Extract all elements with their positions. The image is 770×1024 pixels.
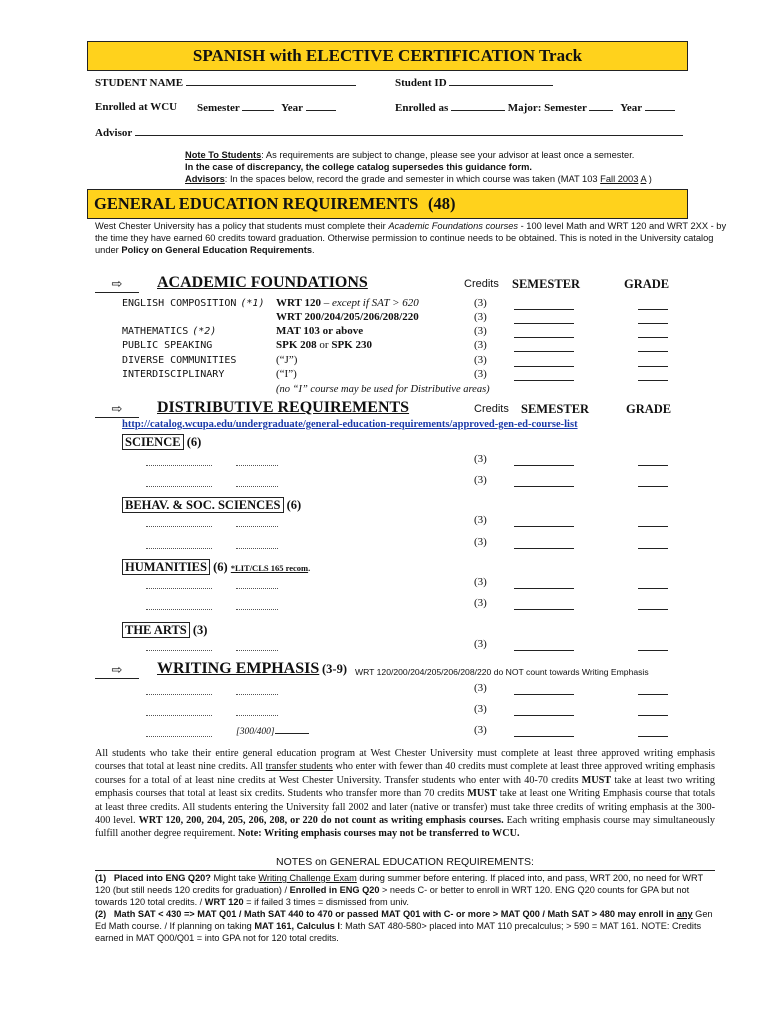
students-note-text: : As requirements are subject to change, please see your advisor at least once a semester. bbox=[261, 150, 635, 160]
semester-field[interactable] bbox=[514, 548, 574, 549]
bottom-notes-heading-wrap bbox=[95, 856, 715, 868]
para-transfer-students: transfer students bbox=[265, 761, 333, 773]
arrow-icon: ⇨ bbox=[95, 401, 139, 418]
distributive-credits: (3) bbox=[474, 597, 487, 609]
course-number-field[interactable] bbox=[146, 694, 212, 695]
semester-field[interactable] bbox=[514, 380, 574, 381]
gen-ed-credits: (48) bbox=[428, 194, 456, 213]
humanities-note: *LIT/CLS 165 recom bbox=[230, 563, 309, 573]
semester-field[interactable] bbox=[514, 465, 574, 466]
advisor-label: Advisor bbox=[95, 127, 133, 139]
writing-level-note: [300/400] bbox=[236, 727, 275, 737]
grade-field[interactable] bbox=[638, 650, 668, 651]
para-wrt-note: WRT 120, 200, 204, 205, 206, 208, or 220 do not count as writing emphasis courses. bbox=[138, 815, 504, 827]
arrow-icon: ⇨ bbox=[95, 276, 139, 293]
enrolled-at-label: Enrolled at WCU bbox=[95, 101, 178, 113]
bottom-note-2 bbox=[95, 908, 715, 944]
policy-academic-foundations: Academic Foundations courses bbox=[388, 221, 519, 231]
course-number-field[interactable] bbox=[146, 526, 212, 527]
advisors-note-label: Advisors bbox=[185, 174, 225, 184]
enrolled-as-label: Enrolled as bbox=[395, 102, 449, 114]
academic-course bbox=[276, 339, 372, 351]
grade-field[interactable] bbox=[638, 351, 668, 352]
course-title-field[interactable] bbox=[236, 694, 278, 695]
enrolled-as-field[interactable] bbox=[451, 101, 505, 111]
distributive-grade-header: GRADE bbox=[626, 402, 672, 416]
academic-course-code-alt: SPK 230 bbox=[331, 339, 372, 351]
behav-credits: (6) bbox=[286, 498, 302, 512]
academic-credits-header: Credits bbox=[464, 278, 499, 290]
grade-field[interactable] bbox=[638, 736, 668, 737]
academic-row-label bbox=[122, 298, 264, 309]
student-id-row bbox=[395, 76, 553, 89]
enrolled-as-row bbox=[395, 101, 675, 114]
grade-field[interactable] bbox=[638, 380, 668, 381]
bottom-notes-heading: NOTES on GENERAL EDUCATION REQUIREMENTS: bbox=[276, 856, 534, 868]
distributive-credits: (3) bbox=[474, 724, 487, 736]
semester-field[interactable] bbox=[514, 526, 574, 527]
academic-foundations-heading: ACADEMIC FOUNDATIONS bbox=[157, 274, 368, 291]
advisors-example-grade: A bbox=[640, 174, 647, 184]
catalog-link[interactable]: http://catalog.wcupa.edu/undergraduate/general-education-requirements/approved-gen-ed-course-list bbox=[122, 419, 578, 430]
arrow-icon: ⇨ bbox=[95, 662, 139, 679]
grade-field[interactable] bbox=[638, 609, 668, 610]
academic-course-note: or bbox=[316, 339, 332, 351]
academic-area-label: ENGLISH COMPOSITION bbox=[122, 298, 237, 309]
advisors-example-semester: Fall 2003 bbox=[600, 174, 639, 184]
semester-field[interactable] bbox=[514, 715, 574, 716]
distributive-credits: (3) bbox=[474, 703, 487, 715]
distributive-semester-header: SEMESTER bbox=[521, 402, 590, 416]
academic-course-code: (“I”) bbox=[276, 368, 297, 380]
note-2-lead: Math SAT < 430 => MAT Q01 / Math SAT 440 to 470 or passed MAT Q01 with C- or more > MAT Q00 / Math SAT > 480 may enroll in bbox=[113, 909, 677, 919]
course-title-field[interactable] bbox=[236, 526, 278, 527]
note-1-lead: Placed into ENG Q20? bbox=[113, 873, 211, 883]
course-title-field[interactable] bbox=[236, 486, 278, 487]
semester-field[interactable] bbox=[242, 101, 274, 111]
arts-label-row bbox=[122, 623, 207, 638]
grade-field[interactable] bbox=[638, 465, 668, 466]
grade-field[interactable] bbox=[638, 694, 668, 695]
course-number-field[interactable] bbox=[146, 588, 212, 589]
para-must-1: MUST bbox=[581, 774, 612, 786]
grade-field[interactable] bbox=[638, 588, 668, 589]
para-transfer-note: Note: Writing emphasis courses may not be transferred to WCU. bbox=[237, 828, 520, 840]
academic-area-footnote-ref: (*2) bbox=[192, 326, 217, 337]
student-id-field[interactable] bbox=[449, 76, 553, 86]
para-text-1: All students who take their entire general education program at West Chester University must complete at least three approved writing emphasis courses that total at least nine credits. All bbox=[95, 748, 715, 773]
note-1-enrolled: Enrolled in ENG Q20 bbox=[289, 885, 380, 895]
academic-course bbox=[276, 311, 419, 323]
arts-label: THE ARTS bbox=[122, 622, 190, 638]
academic-credits: (3) bbox=[474, 297, 487, 309]
para-text-4: take at least one Writing Emphasis course that totals at least three credits. All students entering the University fall 2002 and later (native or transfer) must take three credits of writing emphasis at the 300-400 level. bbox=[95, 788, 716, 827]
course-title-field[interactable] bbox=[236, 588, 278, 589]
course-title-field[interactable] bbox=[236, 609, 278, 610]
grade-field[interactable] bbox=[638, 526, 668, 527]
semester-field[interactable] bbox=[514, 323, 574, 324]
academic-credits: (3) bbox=[474, 325, 487, 337]
note-1-text-e: > needs C- or better to enroll in WRT 120. ENG Q20 counts for GPA but not towards 120 total credits. / bbox=[95, 885, 690, 907]
gen-ed-banner bbox=[87, 189, 688, 219]
distributive-credits: (3) bbox=[474, 536, 487, 548]
note-1-wrt120: WRT 120 bbox=[204, 897, 244, 907]
note-2-calculus: MAT 161, Calculus I bbox=[254, 921, 340, 931]
policy-line-3: under bbox=[95, 245, 122, 255]
humanities-note-end: . bbox=[308, 563, 311, 573]
grade-field[interactable] bbox=[638, 548, 668, 549]
academic-course-code: WRT 120 bbox=[276, 297, 321, 309]
advisors-note-text: : In the spaces below, record the grade and semester in which course was taken (MAT 103 bbox=[224, 174, 598, 184]
distributive-heading: DISTRIBUTIVE REQUIREMENTS bbox=[157, 399, 410, 416]
distributive-credits: (3) bbox=[474, 474, 487, 486]
policy-text-cont: - 100 level Math and WRT 120 and WRT 2XX - by bbox=[518, 221, 727, 231]
academic-credits: (3) bbox=[474, 311, 487, 323]
notes-divider bbox=[95, 870, 715, 871]
academic-row-label bbox=[122, 340, 216, 351]
semester-field[interactable] bbox=[514, 337, 574, 338]
academic-row-label bbox=[122, 369, 228, 380]
grade-field[interactable] bbox=[638, 309, 668, 310]
writing-emphasis-paragraph bbox=[95, 747, 715, 841]
note-1-text-g: = if failed 3 times = dismissed from univ. bbox=[243, 897, 409, 907]
behav-label-row bbox=[122, 498, 301, 513]
distributive-credits: (3) bbox=[474, 638, 487, 650]
academic-row-label bbox=[122, 355, 240, 366]
academic-grade-header: GRADE bbox=[624, 277, 670, 291]
course-number-field[interactable] bbox=[146, 609, 212, 610]
academic-course bbox=[276, 297, 419, 309]
gen-ed-heading: GENERAL EDUCATION REQUIREMENTS bbox=[94, 194, 419, 213]
science-label-row bbox=[122, 435, 201, 450]
academic-area-footnote-ref: (*1) bbox=[240, 298, 265, 309]
note-1-challenge-exam: Writing Challenge Exam bbox=[258, 873, 357, 883]
student-name-row bbox=[95, 76, 356, 89]
year-label: Year bbox=[281, 102, 303, 114]
academic-course-code: SPK 208 bbox=[276, 339, 317, 351]
semester-field[interactable] bbox=[514, 609, 574, 610]
semester-field[interactable] bbox=[514, 588, 574, 589]
distributive-credits: (3) bbox=[474, 682, 487, 694]
semester-field[interactable] bbox=[514, 486, 574, 487]
semester-field[interactable] bbox=[514, 650, 574, 651]
para-text-5: Each writing emphasis course may simultaneously fulfill another degree requirement. bbox=[95, 815, 715, 840]
note-2-number: (2) bbox=[95, 909, 107, 919]
academic-credits: (3) bbox=[474, 354, 487, 366]
semester-field[interactable] bbox=[514, 736, 574, 737]
distributive-credits: (3) bbox=[474, 514, 487, 526]
student-id-label: Student ID bbox=[395, 77, 447, 89]
note-1-text-c: during summer before entering. If placed into, and pass, WRT 200, no need for WRT 120 (but still needs 120 credits for graduation) / bbox=[95, 873, 703, 895]
note-1-text-a: Might take bbox=[210, 873, 259, 883]
grade-field[interactable] bbox=[638, 366, 668, 367]
major-semester-label: Major: Semester bbox=[507, 102, 587, 114]
advisor-row bbox=[95, 126, 683, 139]
course-title-field[interactable] bbox=[236, 715, 278, 716]
gen-ed-policy bbox=[95, 220, 726, 256]
year2-field[interactable] bbox=[645, 101, 675, 111]
grade-field[interactable] bbox=[638, 323, 668, 324]
academic-course bbox=[276, 325, 363, 337]
writing-level-field[interactable] bbox=[275, 725, 309, 734]
title-banner bbox=[87, 41, 688, 71]
year-field[interactable] bbox=[306, 101, 336, 111]
course-number-field[interactable] bbox=[146, 715, 212, 716]
academic-area-label: PUBLIC SPEAKING bbox=[122, 340, 213, 351]
academic-row-label bbox=[122, 326, 216, 337]
distributive-credits-header: Credits bbox=[474, 403, 509, 415]
humanities-label: HUMANITIES bbox=[122, 559, 210, 575]
policy-link-text: Policy on General Education Requirements bbox=[121, 245, 313, 255]
grade-field[interactable] bbox=[638, 486, 668, 487]
note-2-any: any bbox=[676, 909, 693, 919]
academic-credits: (3) bbox=[474, 339, 487, 351]
course-number-field[interactable] bbox=[146, 465, 212, 466]
semester-field[interactable] bbox=[514, 351, 574, 352]
students-note-label: Note To Students bbox=[185, 150, 262, 160]
year2-label: Year bbox=[620, 102, 642, 114]
science-label: SCIENCE bbox=[122, 434, 184, 450]
course-title-field[interactable] bbox=[236, 548, 278, 549]
advisors-note-end: ) bbox=[648, 174, 652, 184]
arts-credits: (3) bbox=[192, 623, 208, 637]
writing-emphasis-note: WRT 120/200/204/205/206/208/220 do NOT count towards Writing Emphasis bbox=[355, 667, 649, 677]
distributive-credits: (3) bbox=[474, 453, 487, 465]
para-text-2: who enter with fewer than 40 credits must complete at least three approved writing emphasis courses for a total of at least nine credits at West Chester University. Transfer students who enter with 40-70 credits bbox=[95, 761, 715, 786]
policy-text: West Chester University has a policy that students must complete their bbox=[95, 221, 389, 231]
academic-footnote: (no “I” course may be used for Distributive areas) bbox=[276, 384, 490, 395]
note-1-number: (1) bbox=[95, 873, 107, 883]
distributive-credits: (3) bbox=[474, 576, 487, 588]
academic-area-label: INTERDISCIPLINARY bbox=[122, 369, 225, 380]
grade-field[interactable] bbox=[638, 337, 668, 338]
semester-field[interactable] bbox=[514, 694, 574, 695]
semester-label: Semester bbox=[197, 102, 240, 114]
academic-course-code: (“J”) bbox=[276, 354, 298, 366]
course-number-field[interactable] bbox=[146, 650, 212, 651]
catalog-note: In the case of discrepancy, the college catalog supersedes this guidance form. bbox=[185, 162, 533, 172]
writing-emphasis-credits: (3-9) bbox=[322, 662, 347, 676]
top-notes bbox=[185, 149, 652, 185]
major-semester-field[interactable] bbox=[589, 101, 613, 111]
student-name-label: STUDENT NAME bbox=[95, 77, 184, 89]
policy-end: . bbox=[312, 245, 315, 255]
course-number-field[interactable] bbox=[146, 736, 212, 737]
academic-row-label bbox=[122, 312, 126, 323]
para-must-2: MUST bbox=[467, 788, 497, 800]
student-name-field[interactable] bbox=[186, 76, 356, 86]
note-2-text-a: Gen Ed Math course. / If planning on taking bbox=[95, 909, 713, 931]
academic-course-code: MAT 103 or above bbox=[276, 325, 364, 337]
academic-area-label: DIVERSE COMMUNITIES bbox=[122, 355, 237, 366]
bottom-note-1 bbox=[95, 872, 715, 908]
humanities-credits: (6) bbox=[213, 560, 228, 574]
grade-field[interactable] bbox=[638, 715, 668, 716]
course-title-field[interactable] bbox=[236, 650, 278, 651]
academic-semester-header: SEMESTER bbox=[512, 277, 581, 291]
course-number-field[interactable] bbox=[146, 486, 212, 487]
science-credits: (6) bbox=[186, 435, 202, 449]
policy-line-2: the time they have earned 60 credits toward graduation. Otherwise permission to continue needs to be obtained. This is noted in the University catalog bbox=[95, 233, 714, 243]
note-2-text-d: : Math SAT 480-580> placed into MAT 110 precalculus; > 590 = MAT 161. NOTE: Credits earned in MAT Q00/Q01 = into GPA not for 120 total credits. bbox=[95, 921, 702, 943]
writing-level-note-row bbox=[236, 725, 309, 737]
semester-field[interactable] bbox=[514, 309, 574, 310]
writing-emphasis-heading: WRITING EMPHASIS bbox=[157, 660, 320, 677]
academic-credits: (3) bbox=[474, 368, 487, 380]
academic-course bbox=[276, 354, 297, 366]
course-number-field[interactable] bbox=[146, 548, 212, 549]
semester-field[interactable] bbox=[514, 366, 574, 367]
behav-label: BEHAV. & SOC. SCIENCES bbox=[122, 497, 284, 513]
semester-row bbox=[197, 101, 336, 114]
academic-course-note: – except if SAT > 620 bbox=[320, 297, 419, 309]
course-title-field[interactable] bbox=[236, 465, 278, 466]
academic-course-code: WRT 200/204/205/206/208/220 bbox=[276, 311, 419, 323]
academic-course bbox=[276, 368, 297, 380]
humanities-label-row bbox=[122, 560, 310, 575]
advisor-field[interactable] bbox=[135, 126, 683, 136]
para-text-3: take at least two writing emphasis courses that total at least six credits. Students who transfer more than 70 credits bbox=[95, 774, 715, 800]
page-title: SPANISH with ELECTIVE CERTIFICATION Track bbox=[192, 46, 583, 65]
academic-area-label: MATHEMATICS bbox=[122, 326, 189, 337]
